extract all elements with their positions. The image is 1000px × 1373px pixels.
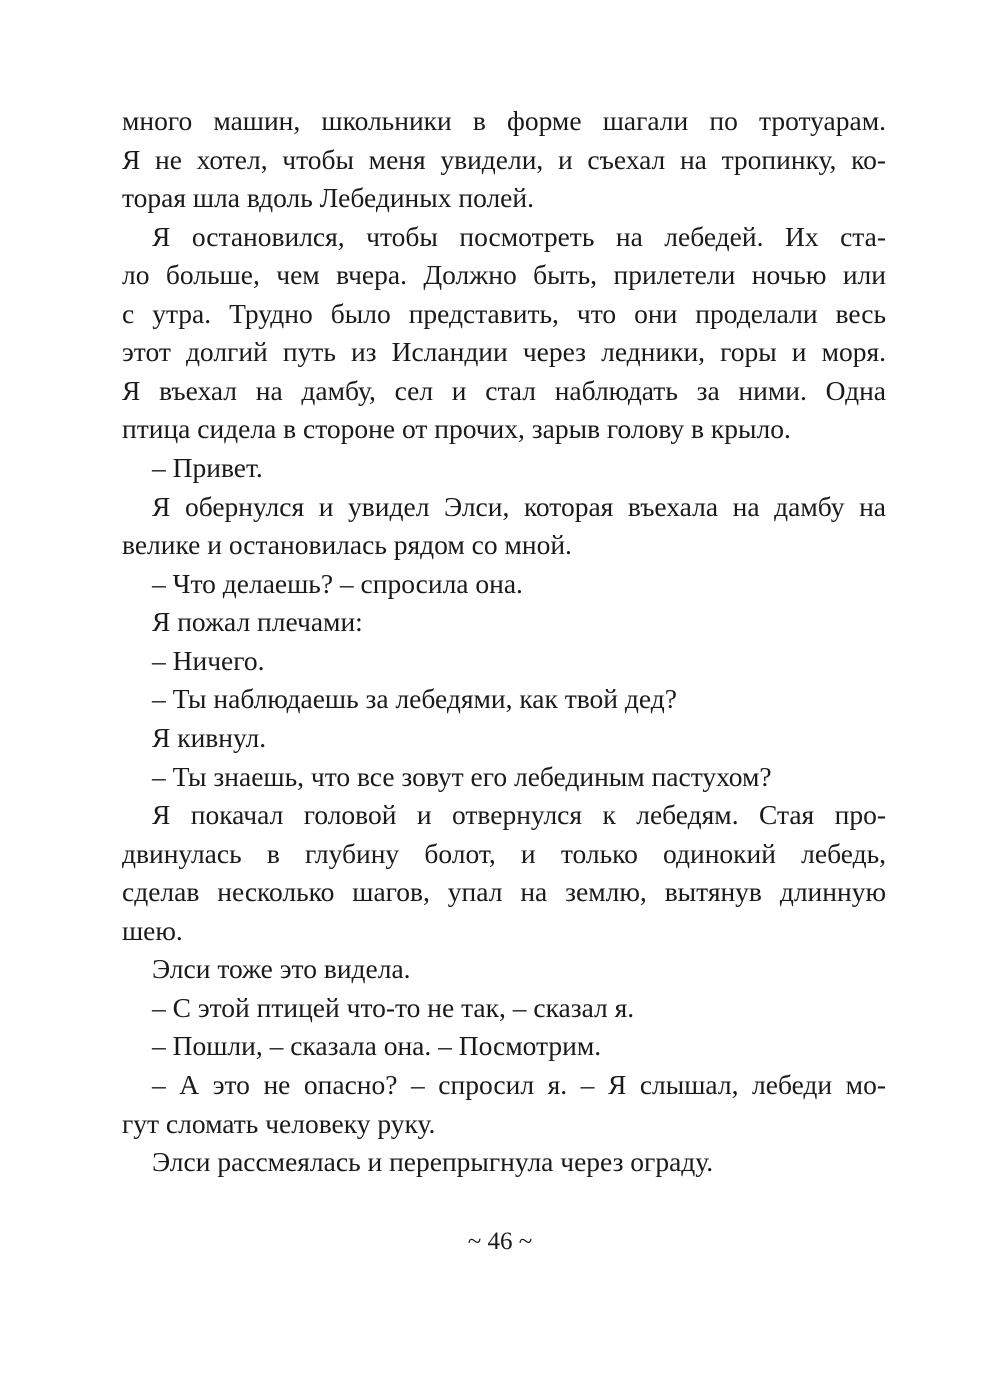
text-line: двинулась в глубину болот, и только одинокий лебедь, — [122, 837, 886, 869]
text-line: птица сидела в стороне от прочих, зарыв голову в крыло. — [122, 413, 791, 445]
text-line: Элси рассмеялась и перепрыгнула через ограду. — [152, 1146, 714, 1178]
text-line: – Ты знаешь, что все зовут его лебединым пастухом? — [152, 760, 772, 792]
text-line: – Что делаешь? – спросила она. — [152, 567, 523, 599]
text-line: Я кивнул. — [152, 721, 267, 753]
text-line: – С этой птицей что-то не так, – сказал я. — [152, 991, 635, 1023]
text-line: с утра. Трудно было представить, что они проделали весь — [122, 297, 886, 329]
text-line: ло больше, чем вчера. Должно быть, прилетели ночью или — [122, 259, 886, 291]
text-line: Я остановился, чтобы посмотреть на лебедей. Их ста- — [152, 220, 886, 252]
text-line: торая шла вдоль Лебединых полей. — [122, 182, 534, 214]
text-line: – Ничего. — [152, 644, 265, 676]
text-line: – Привет. — [152, 452, 263, 484]
text-line: – Пошли, – сказала она. – Посмотрим. — [152, 1030, 602, 1062]
text-line: Элси тоже это видела. — [152, 953, 411, 985]
text-line: много машин, школьники в форме шагали по тротуарам. — [122, 105, 886, 136]
text-line: Я покачал головой и отвернулся к лебедям. Стая про- — [152, 799, 886, 831]
text-line: Я пожал плечами: — [152, 606, 363, 638]
text-line: Я не хотел, чтобы меня увидели, и съехал на тропинку, ко- — [122, 143, 886, 175]
text-line: Я въехал на дамбу, сел и стал наблюдать за ними. Одна — [122, 374, 886, 406]
text-line: велике и остановилась рядом со мной. — [122, 529, 572, 561]
text-line: сделав несколько шагов, упал на землю, вытянув длинную — [122, 876, 886, 908]
text-line: – А это не опасно? – спросил я. – Я слышал, лебеди мо- — [152, 1069, 886, 1100]
text-line: гут сломать человеку руку. — [122, 1107, 436, 1139]
text-line: шею. — [122, 914, 183, 946]
page-number: ~ 46 ~ — [467, 1228, 533, 1255]
text-line: – Ты наблюдаешь за лебедями, как твой дед? — [152, 683, 677, 715]
text-line: этот долгий путь из Исландии через ледники, горы и моря. — [122, 336, 886, 368]
text-line: Я обернулся и увидел Элси, которая въехала на дамбу на — [152, 490, 886, 522]
